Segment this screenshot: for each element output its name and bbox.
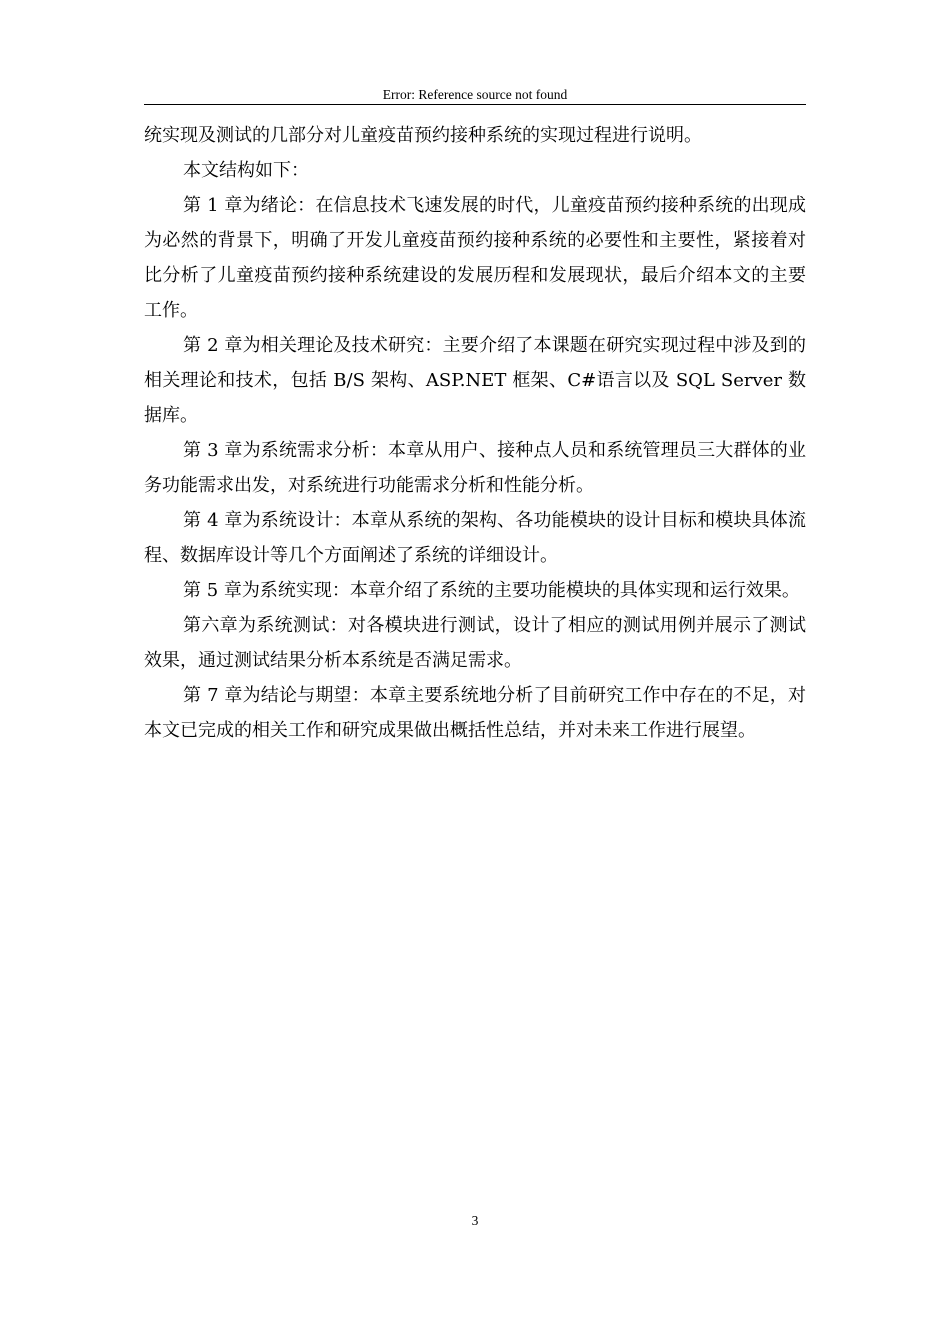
paragraph-chapter-5: 第 5 章为系统实现：本章介绍了系统的主要功能模块的具体实现和运行效果。 bbox=[183, 580, 800, 601]
paragraph-chapter-7: 第 7 章为结论与期望：本章主要系统地分析了目前研究工作中存在的不足，对本文已完成的相关工作和研究成果做出概括性总结，并对未来工作进行展望。 bbox=[144, 685, 806, 741]
body-text bbox=[144, 118, 806, 748]
paragraph-chapter-3: 第 3 章为系统需求分析：本章从用户、接种点人员和系统管理员三大群体的业务功能需求出发，对系统进行功能需求分析和性能分析。 bbox=[144, 440, 806, 496]
paragraph-structure-intro: 本文结构如下： bbox=[183, 160, 309, 181]
paragraph-chapter-4: 第 4 章为系统设计：本章从系统的架构、各功能模块的设计目标和模块具体流程、数据库设计等几个方面阐述了系统的详细设计。 bbox=[144, 510, 806, 566]
paragraph-chapter-1: 第 1 章为绪论：在信息技术飞速发展的时代，儿童疫苗预约接种系统的出现成为必然的背景下，明确了开发儿童疫苗预约接种系统的必要性和主要性，紧接着对比分析了儿童疫苗预约接种系统建设的发展历程和发展现状，最后介绍本文的主要工作。 bbox=[144, 195, 806, 321]
paragraph-chapter-2: 第 2 章为相关理论及技术研究：主要介绍了本课题在研究实现过程中涉及到的相关理论和技术，包括 B/S 架构、ASP.NET 框架、C#语言以及 SQL Server 数据库。 bbox=[144, 335, 806, 426]
page-number: 3 bbox=[471, 1213, 479, 1228]
paragraph-continuation: 统实现及测试的几部分对儿童疫苗预约接种系统的实现过程进行说明。 bbox=[144, 125, 702, 146]
header-rule bbox=[144, 104, 806, 105]
page-header: Error: Reference source not found bbox=[382, 87, 568, 102]
paragraph-chapter-6: 第六章为系统测试：对各模块进行测试，设计了相应的测试用例并展示了测试效果，通过测试结果分析本系统是否满足需求。 bbox=[144, 615, 806, 671]
